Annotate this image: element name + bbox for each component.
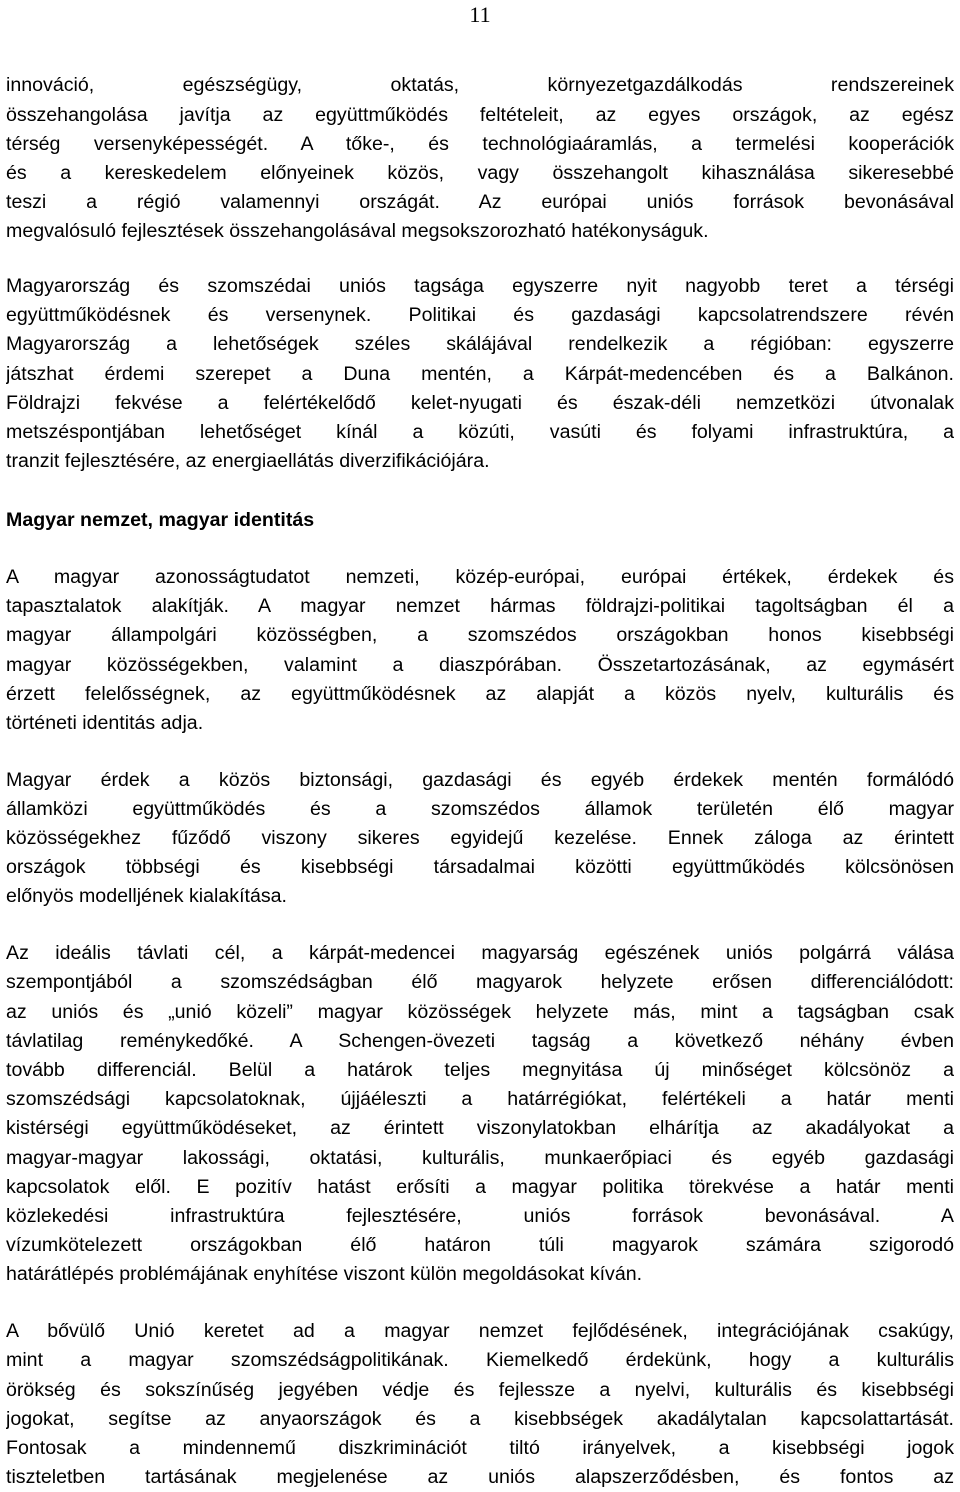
text-line: összehangolása javítja az együttműködés feltételeit, az egyes országok, az egész [6,104,954,126]
text-line: tovább differenciál. Belül a határok teljes megnyitása új minőséget kölcsönöz a [6,1059,954,1081]
text-line: Földrajzi fekvése a felértékelődő kelet-nyugati és észak-déli nemzetközi útvonalak [6,392,954,414]
text-line: innováció, egészségügy, oktatás, környezetgazdálkodás rendszereinek [6,74,954,96]
text-line: játszhat érdemi szerepet a Duna mentén, a Kárpát-medencében és a Balkánon. [6,363,954,385]
text-line: szomszédsági kapcsolatoknak, újjáéleszti a határrégiókat, felértékeli a határ menti [6,1088,954,1110]
text-line: jogokat, segítse az anyaországok és a kisebbségek akadálytalan kapcsolattartását. [6,1408,954,1430]
text-line: Fontosak a mindennemű diszkriminációt tiltó irányelvek, a kisebbségi jogok [6,1437,954,1459]
text-line: magyar állampolgári közösségben, a szomszédos országokban honos kisebbségi [6,624,954,646]
text-line: államközi együttműködés és a szomszédos államok területén élő magyar [6,798,954,820]
text-line: tranzit fejlesztésére, az energiaellátás diverzifikációjára. [6,450,490,472]
text-line: távlatilag reménykedőké. A Schengen-övezeti tagság a következő néhány évben [6,1030,954,1052]
text-line: Magyar érdek a közös biztonsági, gazdasági és egyéb érdekek mentén formálódó [6,769,954,791]
text-line: országok többségi és kisebbségi társadalmai közötti együttműködés kölcsönösen [6,856,954,878]
text-line: teszi a régió valamennyi országát. Az európai uniós források bevonásával [6,191,954,213]
text-line: szempontjából a szomszédságban élő magyarok helyzete erősen differenciálódott: [6,971,954,993]
text-line: és a kereskedelem előnyeinek közös, vagy összehangolt kihasználása sikeresebbé [6,162,954,184]
text-line: határátlépés problémájának enyhítése viszont külön megoldásokat kíván. [6,1263,643,1285]
text-line: kapcsolatok elől. E pozitív hatást erősíti a magyar politika törekvése a határ menti [6,1176,954,1198]
text-line: tiszteletben tartásának megjelenése az uniós alapszerződésben, és fontos az [6,1466,954,1488]
text-line: örökség és sokszínűség jegyében védje és fejlessze a nyelvi, kulturális és kisebbségi [6,1379,954,1401]
text-line: mint a magyar szomszédságpolitikának. Kiemelkedő érdekünk, hogy a kulturális [6,1349,954,1371]
text-line: A bővülő Unió keretet ad a magyar nemzet fejlődésének, integrációjának csakúgy, [6,1320,954,1342]
text-line: metszéspontjában lehetőséget kínál a közúti, vasúti és folyami infrastruktúra, a [6,421,954,443]
text-line: magyar-magyar lakossági, oktatási, kulturális, munkaerőpiaci és egyéb gazdasági [6,1147,954,1169]
text-line: megvalósuló fejlesztések összehangolásával megsokszorozható hatékonyságuk. [6,220,709,242]
text-line: Az ideális távlati cél, a kárpát-medencei magyarság egészének uniós polgárrá válása [6,942,954,964]
text-line: vízumkötelezett országokban élő határon túli magyarok számára szigorodó [6,1234,954,1256]
page-number: 11 [469,2,491,27]
text-line: A magyar azonosságtudatot nemzeti, közép-európai, európai értékek, érdekek és [6,566,954,588]
text-line: Magyarország a lehetőségek széles skálájával rendelkezik a régióban: egyszerre [6,333,954,355]
text-line: Magyarország és szomszédai uniós tagsága egyszerre nyit nagyobb teret a térségi [6,275,954,297]
text-line: magyar közösségekben, valamint a diaszpórában. Összetartozásának, az egymásért [6,654,954,676]
section-heading: Magyar nemzet, magyar identitás [6,509,315,531]
text-line: történeti identitás adja. [6,712,204,734]
text-line: közlekedési infrastruktúra fejlesztésére, uniós források bevonásával. A [6,1205,954,1227]
text-line: térség versenyképességét. A tőke-, és technológiaáramlás, a termelési kooperációk [6,133,954,155]
text-line: kistérségi együttműködéseket, az érintett viszonylatokban elhárítja az akadályokat a [6,1117,954,1139]
text-line: előnyös modelljének kialakítása. [6,885,287,907]
text-line: együttműködésnek és versenynek. Politikai és gazdasági kapcsolatrendszere révén [6,304,954,326]
text-line: az uniós és „unió közeli” magyar közösségek helyzete más, mint a tagságban csak [6,1001,954,1023]
text-line: érzett felelősségnek, az együttműködésnek az alapját a közös nyelv, kulturális és [6,683,954,705]
text-line: közösségekhez fűződő viszony sikeres egyidejű kezelése. Ennek záloga az érintett [6,827,954,849]
text-line: tapasztalatok alakítják. A magyar nemzet hármas földrajzi-politikai tagoltságban él a [6,595,954,617]
